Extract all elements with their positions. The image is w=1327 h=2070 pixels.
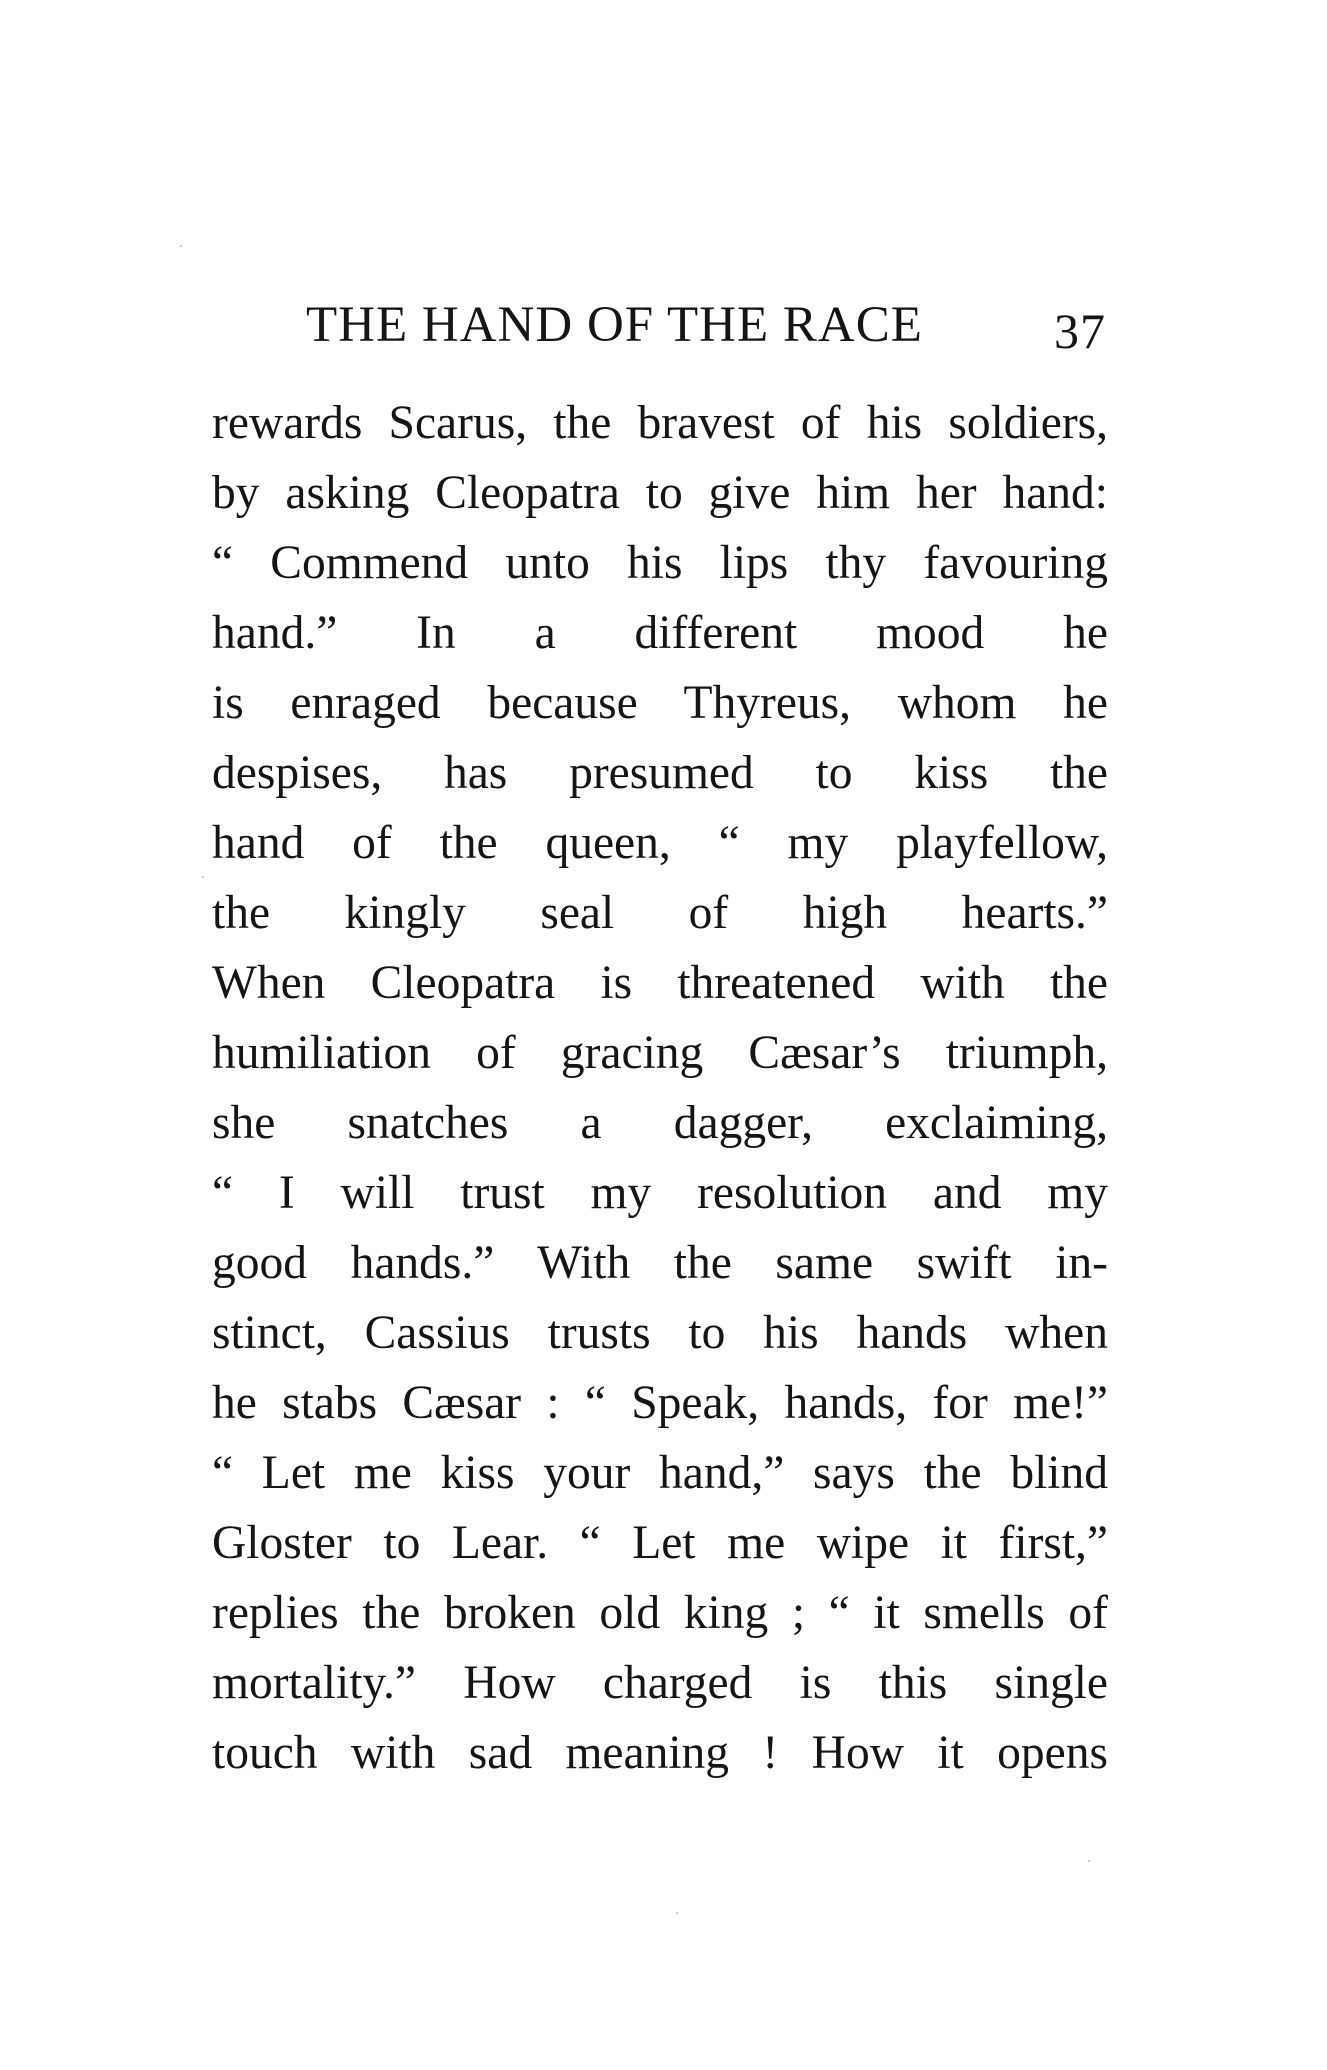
text-line: by asking Cleopatra to give him her hand: (212, 467, 1108, 519)
paper-speck (676, 1912, 678, 1914)
text-line: stinct, Cassius trusts to his hands when (212, 1307, 1108, 1359)
text-line: rewards Scarus, the bravest of his soldiers, (212, 397, 1108, 449)
text-line: “ Let me kiss your hand,” says the blind (212, 1447, 1108, 1499)
text-line: When Cleopatra is threatened with the (212, 957, 1108, 1009)
text-line: he stabs Cæsar : “ Speak, hands, for me!” (212, 1377, 1108, 1429)
text-line: hand.” In a different mood he (212, 607, 1108, 659)
paper-speck (202, 876, 204, 878)
running-head-title: THE HAND OF THE RACE (306, 297, 923, 353)
text-line: humiliation of gracing Cæsar’s triumph, (212, 1027, 1108, 1079)
text-line: “ I will trust my resolution and my (212, 1167, 1108, 1219)
running-head (306, 290, 1106, 360)
paper-speck (180, 245, 182, 247)
text-line: despises, has presumed to kiss the (212, 747, 1108, 799)
text-line: touch with sad meaning ! How it opens (212, 1727, 1108, 1779)
text-line: mortality.” How charged is this single (212, 1657, 1108, 1709)
text-line: she snatches a dagger, exclaiming, (212, 1097, 1108, 1149)
text-line: hand of the queen, “ my playfellow, (212, 817, 1108, 869)
text-line: Gloster to Lear. “ Let me wipe it first,” (212, 1517, 1108, 1569)
page-number: 37 (1054, 303, 1106, 359)
body-text (212, 388, 1108, 1788)
text-line: replies the broken old king ; “ it smells of (212, 1587, 1108, 1639)
text-line: the kingly seal of high hearts.” (212, 887, 1108, 939)
text-line: “ Commend unto his lips thy favouring (212, 537, 1108, 589)
text-line: is enraged because Thyreus, whom he (212, 677, 1108, 729)
paper-speck (1088, 1860, 1090, 1862)
text-line: good hands.” With the same swift in- (212, 1237, 1108, 1289)
